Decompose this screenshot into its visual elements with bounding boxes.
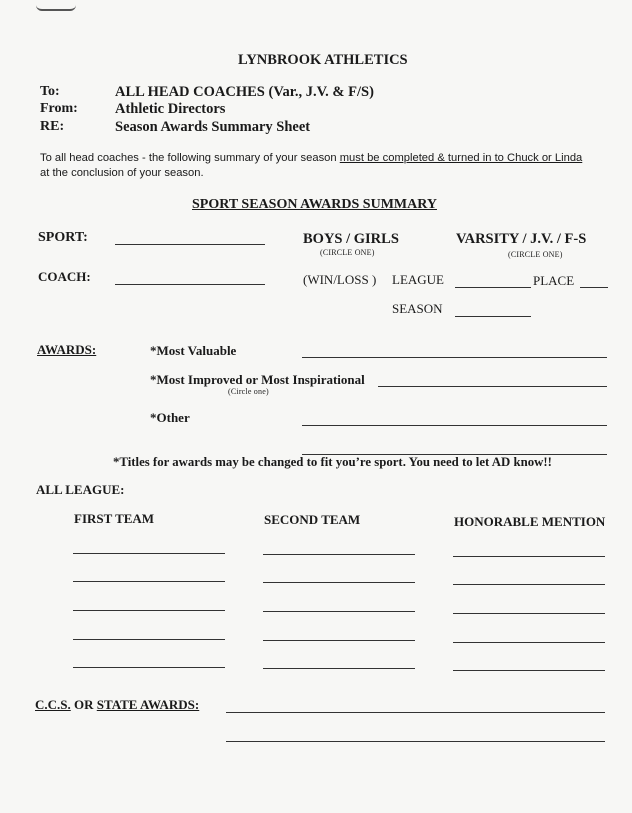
most-valuable-label: *Most Valuable (150, 343, 237, 358)
re-value: Season Awards Summary Sheet (115, 119, 311, 135)
honorable-mention-line[interactable] (453, 670, 605, 671)
intro-line-1 (40, 152, 582, 164)
ccs-line-1[interactable] (226, 712, 605, 713)
place-field-line[interactable] (580, 287, 608, 288)
place-label: PLACE (533, 273, 575, 288)
gender-choice[interactable]: BOYS / GIRLS (303, 231, 399, 247)
sport-field-line[interactable] (115, 244, 265, 245)
section-title: SPORT SEASON AWARDS SUMMARY (192, 197, 437, 212)
season-field-line[interactable] (455, 316, 531, 317)
honorable-mention-heading: HONORABLE MENTION (454, 514, 606, 529)
awards-note: *Titles for awards may be changed to fit you’re sport. You need to let AD know!! (113, 455, 552, 469)
coach-label: COACH: (38, 269, 91, 284)
league-field-line[interactable] (455, 287, 531, 288)
honorable-mention-line[interactable] (453, 642, 605, 643)
intro-text-underlined: must be completed & turned in to Chuck or Linda (339, 152, 583, 164)
most-improved-line[interactable] (378, 386, 607, 387)
first-team-line[interactable] (73, 667, 225, 668)
awards-label: AWARDS: (37, 342, 97, 357)
intro-text-part1: To all head coaches - the following summary of your season (40, 152, 340, 164)
winloss-label: (WIN/LOSS ) (303, 272, 377, 287)
first-team-line[interactable] (73, 610, 225, 611)
other-line-1[interactable] (302, 425, 607, 426)
second-team-line[interactable] (263, 668, 415, 669)
re-label: RE: (40, 119, 65, 134)
from-value: Athletic Directors (115, 101, 226, 117)
honorable-mention-line[interactable] (453, 584, 605, 585)
most-improved-label[interactable]: *Most Improved or Most Inspirational (150, 372, 365, 387)
ccs-line-2[interactable] (226, 741, 605, 742)
second-team-line[interactable] (263, 640, 415, 641)
first-team-line[interactable] (73, 639, 225, 640)
state-awards-label: STATE AWARDS: (96, 697, 200, 712)
from-label: From: (40, 101, 78, 116)
second-team-line[interactable] (263, 554, 415, 555)
level-circle-note: (CIRCLE ONE) (508, 250, 563, 259)
to-label: To: (40, 84, 60, 99)
circle-one-note: (Circle one) (228, 387, 269, 396)
sport-label: SPORT: (38, 230, 88, 245)
second-team-heading: SECOND TEAM (264, 512, 361, 527)
to-value: ALL HEAD COACHES (Var., J.V. & F/S) (115, 84, 374, 100)
first-team-line[interactable] (73, 581, 225, 582)
coach-field-line[interactable] (115, 284, 265, 285)
first-team-heading: FIRST TEAM (74, 511, 155, 526)
honorable-mention-line[interactable] (453, 556, 605, 557)
season-label: SEASON (392, 301, 443, 316)
ccs-or: OR (70, 697, 97, 712)
page-title: LYNBROOK ATHLETICS (238, 52, 408, 68)
league-label: LEAGUE (392, 272, 444, 287)
first-team-line[interactable] (73, 553, 225, 554)
second-team-line[interactable] (263, 611, 415, 612)
other-label: *Other (150, 410, 190, 425)
second-team-line[interactable] (263, 582, 415, 583)
level-choice[interactable]: VARSITY / J.V. / F-S (456, 231, 587, 247)
intro-line-2: at the conclusion of your season. (40, 167, 204, 179)
gender-circle-note: (CIRCLE ONE) (320, 248, 375, 257)
most-valuable-line[interactable] (302, 357, 607, 358)
ccs-state-label (35, 697, 199, 713)
all-league-label: ALL LEAGUE: (36, 482, 125, 497)
ccs-label: C.C.S. (35, 697, 71, 712)
scan-mark (36, 4, 76, 11)
honorable-mention-line[interactable] (453, 613, 605, 614)
